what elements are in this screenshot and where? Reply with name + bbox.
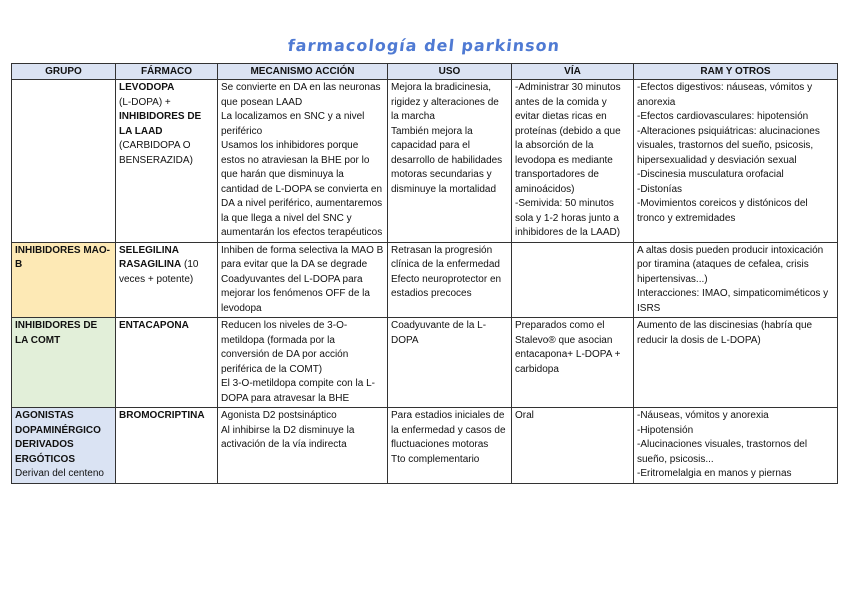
ram-text: A altas dosis pueden producir intoxicación por tiramina (ataques de cefalea, crisis hipertensivas...) Interacciones: IMAO, simpaticomiméticos y ISRS: [637, 244, 829, 314]
table-row: [12, 408, 838, 484]
cell-farmaco: [116, 408, 218, 484]
table-row: [12, 318, 838, 408]
uso-text: Coadyuvante de la L-DOPA: [391, 320, 487, 346]
cell-farmaco: [116, 80, 218, 243]
mecanismo-text: Agonista D2 postsináptico Al inhibirse la D2 disminuye la activación de la vía indirecta: [221, 410, 355, 450]
cell-via: [512, 80, 634, 243]
cell-grupo: [12, 80, 116, 243]
uso-text: Mejora la bradicinesia, rigidez y alteraciones de la marcha También mejora la capacidad para el desarrollo de habilidades motoras secundarias y disminuye la mortalidad: [391, 82, 503, 195]
drug-name: SELEGILINA: [119, 244, 180, 256]
header-farmaco: FÁRMACO: [116, 64, 218, 80]
cell-via: [512, 242, 634, 318]
drug-name: INHIBIDORES DE LA LAAD: [119, 111, 202, 137]
table-row: [12, 80, 838, 243]
ram-text: -Efectos digestivos: náuseas, vómitos y anorexia -Efectos cardiovasculares: hipotensión -Alteraciones psiquiátricas: alucinaciones visuales, trastornos del sueño, psicosis, hipersexualidad y desviación sexual -Discinesia musculatura orofacial -Distonías -Movimientos coreicos y distónicos del tronco y extremidades: [637, 82, 820, 224]
cell-mecanismo: [218, 80, 388, 243]
cell-uso: [388, 318, 512, 408]
group-name: AGONISTAS DOPAMINÉRGICO DERIVADOS ERGÓTICOS: [15, 410, 101, 465]
drug-name: RASAGILINA: [119, 259, 182, 270]
cell-via: [512, 318, 634, 408]
header-mecanismo: MECANISMO ACCIÓN: [218, 64, 388, 80]
cell-farmaco: [116, 318, 218, 408]
mecanismo-text: Se convierte en DA en las neuronas que posean LAAD La localizamos en SNC y a nivel periférico Usamos los inhibidores porque estos no atraviesan la BHE por lo que harán que disminuya la cantidad de L-DOPA se convierta en DA a nivel periférico, aumentaremos la que llega a nivel del SNC y aumentarán los efectos terapéuticos: [221, 82, 383, 238]
drug-detail: (10 veces + potente): [119, 259, 199, 285]
cell-ram: [634, 80, 838, 243]
cell-uso: [388, 80, 512, 243]
group-subtitle: Derivan del centeno: [15, 468, 104, 479]
drug-detail: (CARBIDOPA O BENSERAZIDA): [119, 140, 193, 166]
table-header-row: [12, 64, 838, 80]
cell-grupo: [12, 318, 116, 408]
drug-name: ENTACAPONA: [119, 320, 189, 331]
via-text: -Administrar 30 minutos antes de la comida y evitar dietas ricas en proteínas (debido a que la absorción de la levodopa es mediante transportadores de aminoácidos) -Semivida: 50 minutos sola y 1-2 horas junto a inhibidores de la LAAD): [515, 82, 621, 238]
uso-text: Retrasan la progresión clínica de la enfermedad Efecto neuroprotector en estadios precoces: [391, 244, 502, 299]
group-name: INHIBIDORES DE LA COMT: [15, 320, 98, 346]
header-grupo: GRUPO: [12, 64, 116, 80]
cell-ram: [634, 318, 838, 408]
header-via: VÍA: [512, 64, 634, 80]
mecanismo-text: Reducen los niveles de 3-O-metildopa (formada por la conversión de DA por acción periférica de la COMT) El 3-O-metildopa compite con la L-DOPA para atravesar la BHE: [221, 320, 375, 404]
uso-text: Para estadios iniciales de la enfermedad y casos de fluctuaciones motoras Tto complementario: [391, 410, 506, 465]
table-row: [12, 242, 838, 318]
via-text: Preparados como el Stalevo® que asocian entacapona+ L-DOPA + carbidopa: [515, 320, 621, 375]
parkinson-pharmacology-table: [11, 63, 838, 484]
cell-mecanismo: [218, 408, 388, 484]
cell-mecanismo: [218, 318, 388, 408]
mecanismo-text: Inhiben de forma selectiva la MAO B para evitar que la DA se degrade Coadyuvantes del L-DOPA para mejorar los fenómenos OFF de la levodopa: [221, 244, 384, 314]
header-uso: USO: [388, 64, 512, 80]
ram-text: -Náuseas, vómitos y anorexia -Hipotensión -Alucinaciones visuales, trastornos del sueño, psicosis... -Eritromelalgia en manos y piernas: [637, 410, 808, 479]
cell-ram: [634, 408, 838, 484]
ram-text: Aumento de las discinesias (habría que reducir la dosis de L-DOPA): [637, 320, 813, 346]
drug-detail: (L-DOPA) +: [119, 96, 171, 108]
cell-via: [512, 408, 634, 484]
cell-grupo: [12, 242, 116, 318]
header-ram: RAM Y OTROS: [634, 64, 838, 80]
drug-name: LEVODOPA: [119, 82, 175, 93]
cell-uso: [388, 242, 512, 318]
group-name: INHIBIDORES MAO-B: [15, 244, 110, 270]
via-text: Oral: [515, 410, 534, 421]
cell-farmaco: [116, 242, 218, 318]
cell-mecanismo: [218, 242, 388, 318]
drug-name: BROMOCRIPTINA: [119, 410, 205, 421]
cell-ram: [634, 242, 838, 318]
page-title: farmacología del parkinson: [286, 36, 562, 55]
cell-uso: [388, 408, 512, 484]
cell-grupo: [12, 408, 116, 484]
